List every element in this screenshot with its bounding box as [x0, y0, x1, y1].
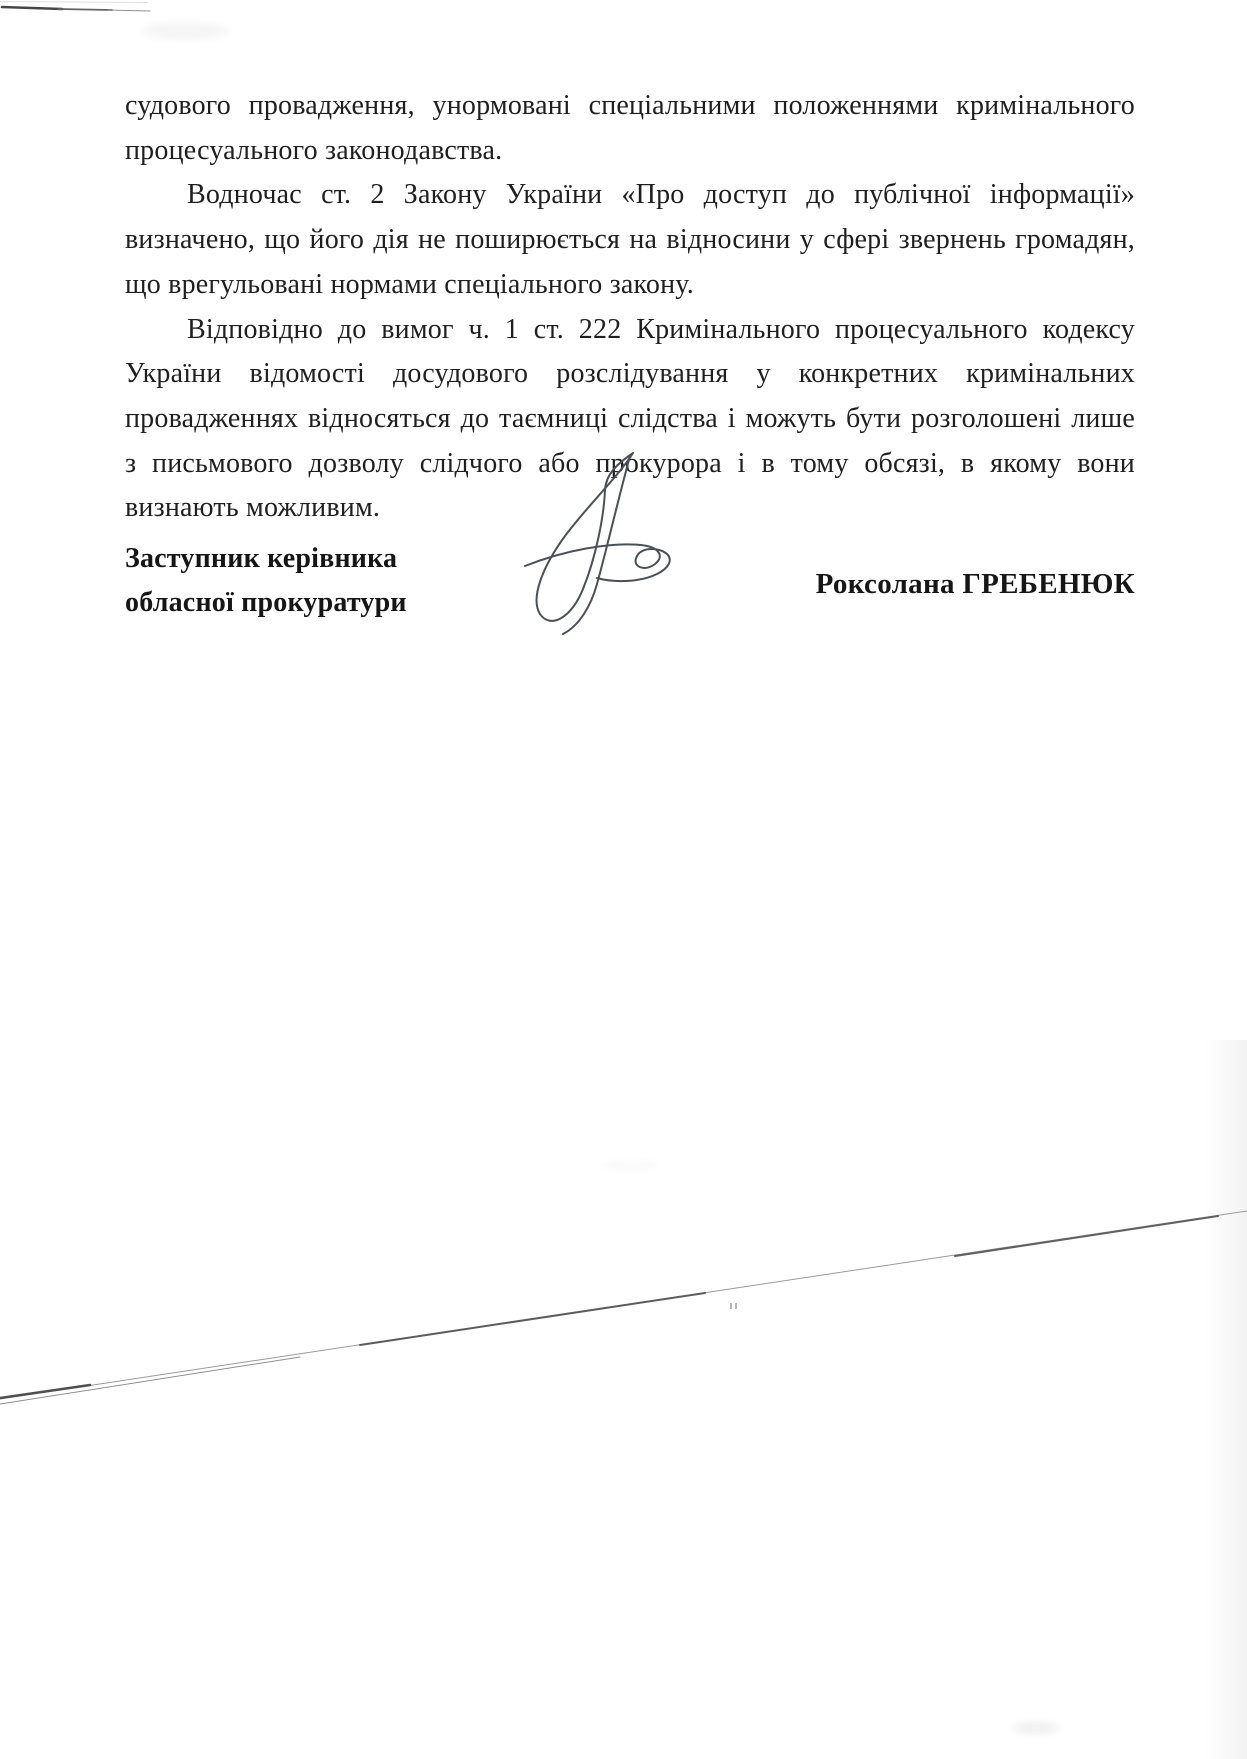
ink-speck	[730, 1303, 740, 1310]
signer-position-line2: обласної прокуратури	[125, 587, 407, 618]
right-edge-scan-shade	[1205, 1040, 1247, 1759]
diagonal-fold-line	[0, 1180, 1247, 1440]
faint-smudge	[140, 22, 230, 40]
text-line: з письмового дозволу слідчого або прокурора і в тому обсязі, в якому вони	[125, 447, 1135, 479]
text-line: Відповідно до вимог ч. 1 ст. 222 Кримінального процесуального кодексу	[187, 313, 1135, 345]
text-line: що врегульовані нормами спеціального закону.	[125, 268, 694, 300]
signer-position	[125, 537, 407, 625]
signer-position-line1: Заступник керівника	[125, 543, 398, 574]
signer-name: Роксолана ГРЕБЕНЮК	[815, 568, 1135, 600]
text-line: визначено, що його дія не поширюється на відносини у сфері звернень громадян,	[125, 224, 1135, 256]
text-line: України відомості досудового розслідування у конкретних кримінальних	[125, 358, 1135, 390]
text-line: визнають можливим.	[125, 492, 381, 524]
text-line: провадженнях відносяться до таємниці слідства і можуть бути розголошені лише	[125, 402, 1135, 434]
text-line: процесуального законодавства.	[125, 134, 503, 166]
text-line: Водночас ст. 2 Закону України «Про доступ до публічної інформації»	[187, 179, 1135, 211]
letter-body	[125, 84, 1135, 531]
faint-smudge	[1012, 1722, 1060, 1734]
text-line: судового провадження, унормовані спеціальними положеннями кримінального	[125, 90, 1135, 121]
faint-smudge	[600, 1160, 660, 1170]
